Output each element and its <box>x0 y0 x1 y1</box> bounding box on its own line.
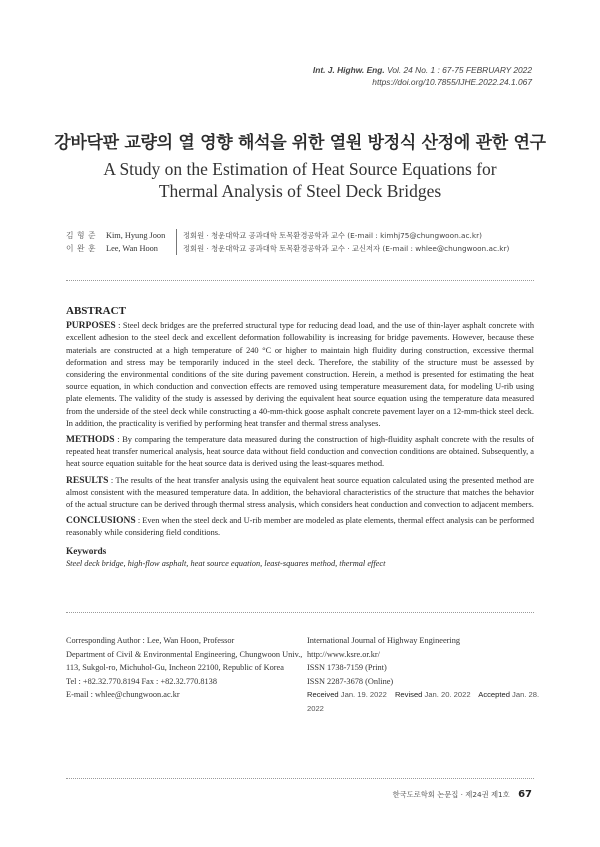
footer-line: ISSN 1738-7159 (Print) <box>307 663 387 672</box>
journal-header <box>313 64 532 88</box>
journal-info-block <box>307 634 547 715</box>
author-name-korean: 김 형 준 <box>66 231 97 240</box>
volume-info: Vol. 24 No. 1 : 67-75 FEBRUARY 2022 <box>387 65 532 75</box>
journal-short-name: Int. J. Highw. Eng. <box>312 65 385 75</box>
section-divider <box>66 280 534 281</box>
submission-dates <box>307 688 547 715</box>
conclusions-text: : Even when the steel deck and U-rib member are modeled as plate elements, thermal effect analysis can be performed reasonably while considering field conditions. <box>66 516 534 538</box>
section-divider <box>66 612 534 613</box>
accepted-date: Jan. 28. 2022 <box>307 690 540 713</box>
korean-title: 강바닥판 교량의 열 영향 해석을 위한 열원 방정식 산정에 관한 연구 <box>54 133 546 153</box>
author-name-korean: 이 완 훈 <box>66 244 97 253</box>
purposes-paragraph <box>66 320 534 430</box>
abstract-heading: ABSTRACT <box>66 305 126 317</box>
footer-line: 113, Sukgol-ro, Michuhol-Gu, Incheon 22100, Republic of Korea <box>66 663 284 672</box>
keywords-heading: Keywords <box>66 546 107 557</box>
abstract-section <box>66 305 534 570</box>
results-label: RESULTS <box>66 475 109 486</box>
footer-line: International Journal of Highway Engineering <box>307 636 460 645</box>
purposes-label: PURPOSES <box>66 321 116 332</box>
doi-link[interactable]: https://doi.org/10.7855/IJHE.2022.24.1.067 <box>372 77 532 87</box>
results-paragraph <box>66 475 534 512</box>
journal-url[interactable]: http://www.ksre.or.kr/ <box>307 649 380 659</box>
author-list <box>66 229 509 255</box>
author-affiliation: 정회원 · 청운대학교 공과대학 토목환경공학과 교수 (E-mail : kimhj75@chungwoon.ac.kr) <box>176 229 482 242</box>
journal-name-korean: 한국도로학회 논문집 · 제24권 제1호 <box>392 790 510 799</box>
revised-label: Revised <box>394 690 423 699</box>
conclusions-label: CONCLUSIONS <box>66 516 136 527</box>
footer-line: Department of Civil & Environmental Engineering, Chungwoon Univ., <box>66 649 303 659</box>
english-title: A Study on the Estimation of Heat Source Equations for Thermal Analysis of Steel Deck Bridges <box>103 159 497 201</box>
section-divider <box>66 778 534 779</box>
author-row <box>66 229 509 242</box>
accepted-label: Accepted <box>478 690 510 699</box>
author-row <box>66 242 509 255</box>
results-text: : The results of the heat transfer analysis using the equivalent heat source equation calculated using the presented method are almost consistent with the measured temperature data. In addition, the behavioral characteristics of the structure that matches the behavior of the actual structure can be derived through thermal stress analysis, which considers heat conduction and convection to adjacent members. <box>66 475 534 510</box>
conclusions-paragraph <box>66 515 534 539</box>
page-number: 67 <box>518 789 532 800</box>
author-name-english: Kim, Hyung Joon <box>106 231 166 240</box>
received-label: Received <box>307 690 339 699</box>
footer-line: Tel : +82.32.770.8194 Fax : +82.32.770.8138 <box>66 676 217 686</box>
methods-label: METHODS <box>66 435 115 446</box>
page-footer <box>393 789 532 800</box>
methods-paragraph <box>66 434 534 471</box>
keywords-text: Steel deck bridge, high-flow asphalt, heat source equation, least-squares method, thermal effect <box>66 558 386 568</box>
author-affiliation: 정회원 · 청운대학교 공과대학 토목환경공학과 교수 · 교신저자 (E-mail : whlee@chungwoon.ac.kr) <box>176 242 509 255</box>
author-name-english: Lee, Wan Hoon <box>106 244 158 253</box>
footer-line: Corresponding Author : Lee, Wan Hoon, Professor <box>66 636 235 645</box>
corresponding-author-block <box>66 634 306 702</box>
footer-email[interactable]: E-mail : whlee@chungwoon.ac.kr <box>66 690 180 699</box>
received-date: Jan. 19. 2022 <box>340 690 387 699</box>
revised-date: Jan. 20. 2022 <box>424 690 471 699</box>
footer-line: ISSN 2287-3678 (Online) <box>307 676 394 686</box>
purposes-text: : Steel deck bridges are the preferred structural type for reducing dead load, and the use of thin-layer asphalt concrete with excellent adhesion to the steel deck and excellent deformation followability is increasing for bridge pavements. However, because these materials are constructed at a high temperature of 240 °C or higher to maintain high fluidity during construction, excessive thermal deformation and stress may be temporarily induced in the steel deck. Therefore, the stability of the structure must be assessed by considering the environmental conditions of the site during pavement construction. Herein, a method is presented for estimating the heat source equation, in which conduction and convection effects are removed using temperature measurement data, for modeling U-rib using plate elements. The validity of the study is assessed by deriving the equivalent heat source equation using the temperature data measured from the underside of the steel deck while constructing a 40-mm-thick goose asphalt concrete pavement layer on a 12-mm-thick steel deck. In addition, the practicality is verified by performing heat transfer and thermal stress analyses. <box>66 321 534 428</box>
methods-text: : By comparing the temperature data measured during the construction of high-fluidity asphalt concrete with the results of repeated heat transfer numerical analysis, heat source data without field conduction and convection conditions are obtained. Subsequently, a heat source equation suitable for the heat source data is derived using the least-squares method. <box>66 435 534 469</box>
